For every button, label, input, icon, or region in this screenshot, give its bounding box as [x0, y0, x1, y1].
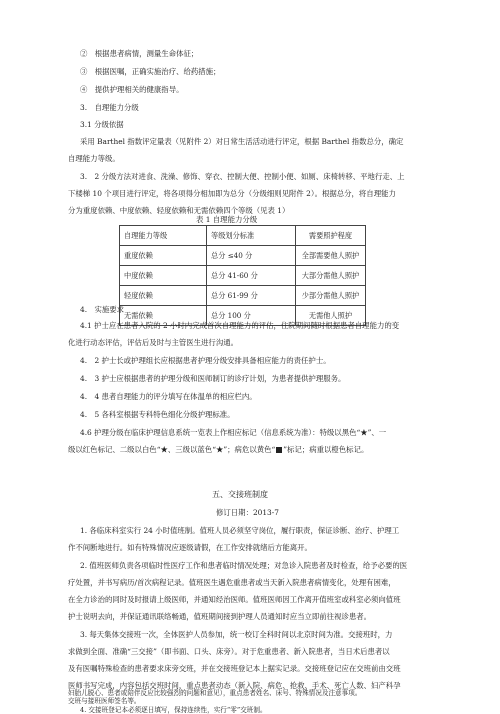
table-header-cell: 等级划分标准: [207, 226, 296, 246]
table-row: [120, 266, 366, 286]
table-header-cell: 自理能力等级: [120, 226, 207, 246]
paragraph-line: 3. 2 分级方法对进食、洗澡、修饰、穿衣、控制大便、控制小便、如厕、床椅转移、平地行走、上: [80, 172, 405, 181]
paragraph-line: 化进行动态评估，评估后及时与主管医生进行沟通。: [68, 338, 238, 347]
paragraph-line: 2. 值班医师负责各项临时性医疗工作和患者临时情况处理；对急诊入院患者及时检查，给予必要的医: [80, 561, 408, 570]
table-cell: 轻度依赖: [120, 286, 207, 306]
paragraph-line: 4. 3 护士应根据患者的护理分级和医师制订的诊疗计划，为患者提供护理服务。: [80, 374, 346, 383]
text-segment: ”标记；病重以橙色标记。: [283, 445, 369, 454]
table-cell: 少部分需他人照护: [296, 286, 366, 306]
paragraph-line: 下楼梯 10 个项目进行评定，将各项得分相加即为总分（分级细则见附件 2）。根据总分，将自理能力: [68, 189, 396, 198]
black-square-icon: [276, 447, 282, 453]
paragraph-line: 护士说明去向，并保证通讯联络畅通，值班期间接到护理人员通知时应当立即前往视诊患者。: [68, 612, 372, 621]
table-cell: 总分 41-60 分: [207, 266, 296, 286]
self-care-level-table: [119, 225, 366, 326]
paragraph-line: 4.1 护士应在患者入院的 2 小时内完成首次自理能力的评估，住院期间随时根据患者自理能力的变: [80, 321, 400, 330]
subsection-heading: 3.1 分级依据: [80, 120, 124, 129]
paragraph-line: 采用 Barthel 指数评定量表（见附件 2）对日常生活活动进行评定，根据 Barthel 指数总分，确定: [80, 137, 404, 146]
table-row: [120, 246, 366, 266]
table-cell: 无需他人照护: [296, 306, 366, 326]
paragraph-line: [68, 444, 368, 455]
list-item: ④ 提供护理相关的健康指导。: [80, 85, 184, 94]
table-cell: 中度依赖: [120, 266, 207, 286]
revision-date: 修订日期：2013-7: [216, 508, 279, 517]
list-item: ③ 根据医嘱，正确实施治疗、给药措施；: [80, 67, 221, 76]
paragraph-line: 4. 交接班登记本必须逐日填写，保持连续性，实行“零”交班制。: [80, 705, 267, 714]
table-cell: 总分 61-99 分: [207, 286, 296, 306]
table-cell: 总分 ≤40 分: [207, 246, 296, 266]
list-item: ② 根据患者病情，测量生命体征；: [80, 49, 199, 58]
paragraph-line: 4. 4 患者自理能力的评分填写在体温单的相应栏内。: [80, 392, 257, 401]
table-cell: 重度依赖: [120, 246, 207, 266]
paragraph-line: 及有医嘱特殊检查的患者要求床旁交班，并在交接班登记本上据实记录。交接班登记应在交班前由交班: [68, 664, 401, 673]
paragraph-line: 4.6 护理分级在临床护理信息系统一览表上作相应标记（信息系统为准）：特级以黑色“★”、一: [80, 428, 387, 437]
table-cell: 无需依赖: [120, 306, 207, 326]
paragraph-line: 求做到全面、准确“三交接”（即书面、口头、床旁）。对于危重患者、新入院患者，当日术后患者以: [68, 647, 390, 656]
paragraph-line: 妇胎儿脱心、患者或陪伴反应比较强烈的问题和意见），重点患者姓名、床号、特殊情况及注意事项。: [68, 688, 362, 697]
paragraph-line: 1. 各临床科室实行 24 小时值班制。值班人员必须坚守岗位，履行职责，保证诊断、治疗、护理工: [80, 526, 400, 535]
table-caption: 表 1 自理能力分级: [196, 215, 258, 224]
section-heading: 3. 自理能力分级: [80, 103, 139, 112]
paragraph-line: 4. 5 各科室根据专科特色细化分级护理标准。: [80, 410, 235, 419]
paragraph-line: 分为重度依赖、中度依赖、轻度依赖和无需依赖四个等级（见表 1）: [68, 206, 290, 215]
paragraph-line: 医师书写完成，内容包括交班时间，重点患者动态（新入院、病危、抢救、手术、死亡人数、妇产科孕: [68, 681, 401, 690]
paragraph-line: 交班与接班医师签名等。: [68, 697, 141, 705]
section-heading: 4. 实施要求: [80, 305, 125, 314]
paragraph-line: 自理能力等级。: [68, 154, 120, 163]
table-cell: 大部分需他人照护: [296, 266, 366, 286]
paragraph-line: 在全力诊治的同时及时报请上级医师，并通知经治医师。值班医师因工作离开值班室或科室必须向值班: [68, 595, 401, 604]
table-header-cell: 需要照护程度: [296, 226, 366, 246]
table-header-row: [120, 226, 366, 246]
table-cell: 全部需要他人照护: [296, 246, 366, 266]
paragraph-line: 3. 每天集体交接班一次，全体医护人员参加，统一校订全科时间以北京时间为准。交接班时，力: [80, 630, 393, 639]
paragraph-line: 作不间断地进行。如有特殊情况应逐级请假，在工作安排就绪后方能离开。: [68, 543, 312, 552]
paragraph-line: 疗处置，并书写病历/首次病程记录。值班医生遇危重患者或当天新入院患者病情变化，处理有困难，: [68, 578, 396, 587]
table-row: [120, 286, 366, 306]
table-cell: 总分 100 分: [207, 306, 296, 326]
text-segment: 级以红色标记、二级以白色“★、三级以蓝色“★”；病危以黄色“: [68, 445, 276, 454]
paragraph-line: 4. 2 护士长或护理组长应根据患者护理分级安排具备相应能力的责任护士。: [80, 356, 331, 365]
section-title: 五、交接班制度: [212, 490, 268, 499]
